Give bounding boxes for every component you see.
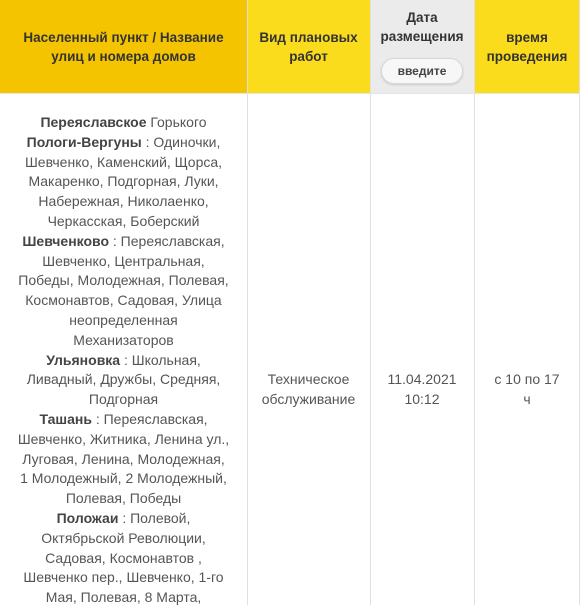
duration-line2: ч xyxy=(523,390,531,407)
street-list: Шевченко пер., Шевченко, 1-го xyxy=(23,569,224,586)
street-list: Победы, Молодежная, Полевая, xyxy=(18,272,229,289)
address-line xyxy=(0,509,247,529)
street-list: : Переяславская, xyxy=(91,410,208,427)
street-list: Макаренко, Подгорная, Луки, xyxy=(28,173,219,190)
address-line xyxy=(0,192,247,212)
locality-name: Ташань xyxy=(39,410,92,427)
header-work-type xyxy=(247,0,370,93)
locality-name: Положаи xyxy=(56,509,119,526)
address-line xyxy=(0,232,247,252)
header-date-line2: размещения xyxy=(380,29,464,44)
address-line xyxy=(0,153,247,173)
date-cell xyxy=(370,370,474,410)
address-line xyxy=(0,252,247,272)
street-list: Луговая, Ленина, Молодежная, xyxy=(22,450,225,467)
street-list: Мая, Полевая, 8 Марта, xyxy=(45,589,202,606)
address-line xyxy=(0,469,247,489)
locality-name: Переяславское xyxy=(40,114,147,130)
address-line xyxy=(0,172,247,192)
address-line xyxy=(0,549,247,569)
street-list: неопределенная xyxy=(69,311,178,328)
header-address xyxy=(0,0,247,93)
street-list: Полевая, Победы xyxy=(65,490,182,507)
header-work-line1: Вид плановых xyxy=(259,29,358,45)
address-line xyxy=(0,529,247,549)
work-type-line2: обслуживание xyxy=(261,390,356,407)
address-line xyxy=(0,410,247,430)
address-line xyxy=(0,311,247,331)
date-value: 11.04.2021 xyxy=(387,371,457,387)
street-list: Октябрьской Революции, xyxy=(41,529,206,546)
address-cell xyxy=(0,113,247,608)
address-line xyxy=(0,113,247,133)
street-list: Шевченко, Житника, Ленина ул., xyxy=(17,430,230,447)
address-line xyxy=(0,212,247,232)
table-row xyxy=(0,94,580,605)
address-line xyxy=(0,430,247,450)
street-list: : Переяславская, xyxy=(109,232,225,249)
date-filter-button[interactable]: введите xyxy=(381,58,463,84)
street-list: : Школьная, xyxy=(120,351,201,368)
header-time-line2: проведения xyxy=(486,48,568,64)
header-date-line1: Дата xyxy=(406,10,438,25)
locality-name: Пологи-Вергуны xyxy=(26,133,142,150)
street-list: Подгорная xyxy=(88,391,159,408)
table-header xyxy=(0,0,580,93)
street-list: : Полевой, xyxy=(118,509,191,526)
address-line xyxy=(0,568,247,588)
address-line xyxy=(0,351,247,371)
street-list: Космонавтов, Садовая, Улица xyxy=(25,292,222,309)
address-line xyxy=(0,133,247,153)
address-line xyxy=(0,291,247,311)
street-list: Садовая, Космонавтов , xyxy=(45,549,202,566)
header-time xyxy=(474,0,580,93)
address-line xyxy=(0,370,247,390)
street-list: : Одиночки, xyxy=(141,133,221,150)
street-list: Набережная, Николаенко, xyxy=(38,193,209,210)
header-time-line1: время xyxy=(506,29,548,45)
address-line xyxy=(0,390,247,410)
header-date xyxy=(370,0,474,93)
work-type-cell xyxy=(247,370,370,410)
street-list: Механизаторов xyxy=(73,331,174,348)
street-list: Горького xyxy=(146,114,207,130)
street-list: 1 Молодежный, 2 Молодежный, xyxy=(20,470,227,487)
street-list: Черкасская, Боберский xyxy=(47,212,200,229)
address-line xyxy=(0,489,247,509)
address-line xyxy=(0,450,247,470)
duration-cell xyxy=(474,370,580,410)
time-value: 10:12 xyxy=(404,390,440,407)
street-list: Шевченко, Каменский, Щорса, xyxy=(24,153,223,170)
work-type-line1: Техническое xyxy=(267,371,350,387)
header-address-line2: улиц и номера домов xyxy=(51,48,196,64)
duration-line1: с 10 по 17 xyxy=(494,371,560,387)
header-address-line1: Населенный пункт / Название xyxy=(23,29,224,45)
address-line xyxy=(0,271,247,291)
header-work-line2: работ xyxy=(289,48,328,64)
locality-name: Шевченково xyxy=(22,232,110,249)
address-line xyxy=(0,331,247,351)
street-list: Ливадный, Дружбы, Средняя, xyxy=(26,371,221,388)
street-list: Шевченко, Центральная, xyxy=(42,252,205,269)
locality-name: Ульяновка xyxy=(46,351,121,368)
